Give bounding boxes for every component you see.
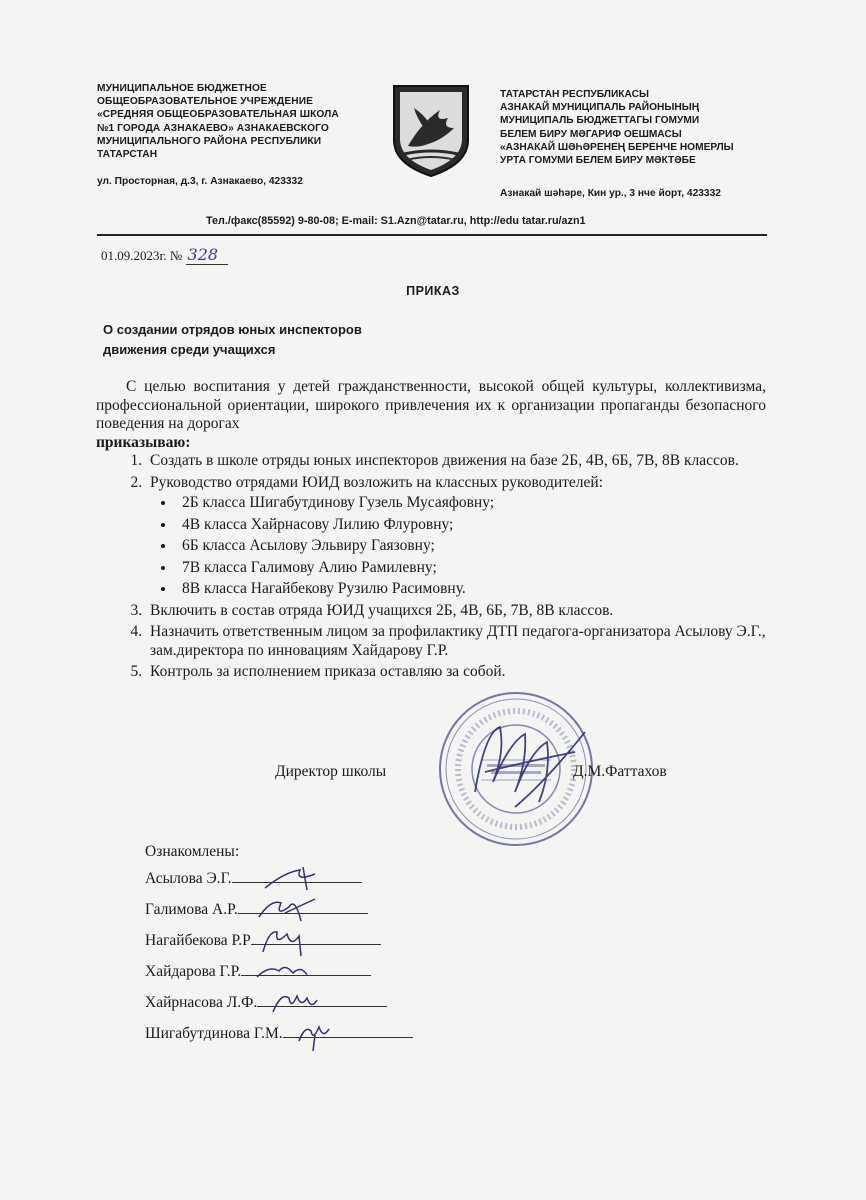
order-item-text: Контроль за исполнением приказа оставляю за собой. [150,663,506,680]
order-item-text: Назначить ответственным лицом за профилактику ДТП педагога-организатора Асылову Э.Г., зам.директора по инновациям Хайдарову Г.Р. [150,623,766,659]
leader-item: • 6Б класса Асылову Эльвиру Гаязовну; [176,537,766,556]
header-line: «АЗНАКАЙ ШӘҺӘРЕНЕҢ БЕРЕНЧЕ НОМЕРЛЫ [500,141,734,153]
handwritten-signature-icon [245,955,345,989]
contact-line: Тел./факс(85592) 9-80-08; E-mail: S1.Azn@tatar.ru, http://edu tatar.ru/azn1 [206,215,586,227]
address-tt: Азнакай шәһәре, Кин ур., 3 нче йорт, 423332 [500,188,721,199]
subject-line: движения среди учащихся [103,342,276,357]
order-item [146,474,766,599]
acknowledged-name: Шигабутдинова Г.М. [145,1025,283,1042]
address-ru: ул. Просторная, д.3, г. Азнакаево, 423332 [97,176,303,187]
intro-paragraph: С целью воспитания у детей гражданственности, высокой общей культуры, коллективизма, профессиональной ориентации, широкого привлечения их к организации пропаганды безопасного поведения на дорогах [96,378,766,432]
acknowledged-name: Асылова Э.Г. [145,870,232,887]
order-subject [103,320,362,360]
order-item-text: Включить в состав отряда ЮИД учащихся 2Б, 4В, 6Б, 7В, 8В классов. [150,601,614,619]
order-item [146,452,766,471]
header-line: УРТА ГОМУМИ БЕЛЕМ БИРУ МӘКТӘБЕ [500,155,696,167]
leaders-list [150,494,766,599]
order-item [146,602,766,621]
director-position: Директор школы [275,763,387,780]
acknowledged-name: Нагайбекова Р.Р [145,932,251,949]
order-number: 328 [186,245,228,265]
handwritten-signature-icon [245,924,345,958]
order-item-text: Руководство отрядами ЮИД возложить на классных руководителей: [150,473,604,491]
acknowledged-name: Хайдарова Г.Р. [145,963,242,980]
header-line: МУНИЦИПАЛЬ БЮДЖЕТТАГЫ ГОМУМИ [500,115,700,127]
header-line: АЗНАКАЙ МУНИЦИПАЛЬ РАЙОНЫНЫҢ [500,102,700,114]
order-item [146,623,766,660]
director-name: Д.М.Фаттахов [573,763,667,780]
order-body [96,378,766,685]
order-date: 01.09.2023г. № [101,248,183,263]
header-line: «СРЕДНЯЯ ОБЩЕОБРАЗОВАТЕЛЬНАЯ ШКОЛА [97,109,339,121]
header-line: БЕЛЕМ БИРУ МӘГАРИФ ОЕШМАСЫ [500,128,682,140]
school-name-ru [97,82,382,161]
header-line: МУНИЦИПАЛЬНОЕ БЮДЖЕТНОЕ [97,83,267,94]
school-name-tt [500,88,800,167]
header-line: ОБЩЕОБРАЗОВАТЕЛЬНОЕ УЧРЕЖДЕНИЕ [97,96,314,108]
emblem-icon [388,82,474,178]
handwritten-signature-icon [245,1017,345,1051]
acknowledged-name: Хайрнасова Л.Ф. [145,994,258,1011]
leader-item: • 8В класса Нагайбекову Рузилю Расимовну. [176,580,766,599]
subject-line: О создании отрядов юных инспекторов [103,322,362,337]
handwritten-signature-icon [245,893,345,927]
acknowledged-row [145,1025,405,1056]
order-word: приказываю: [96,433,191,451]
order-item-text: Создать в школе отряды юных инспекторов движения на базе 2Б, 4В, 6Б, 7В, 8В классов. [150,452,739,469]
handwritten-signature-icon [245,862,345,896]
leader-item: • 4В класса Хайрнасову Лилию Флуровну; [176,516,766,535]
leader-item: • 2Б класса Шигабутдинову Гузель Мусаяфовну; [176,494,766,513]
order-items [96,452,766,682]
acknowledged-name: Галимова А.Р. [145,901,238,918]
handwritten-signature-icon [245,986,345,1020]
header-line: МУНИЦИПАЛЬНОГО РАЙОНА РЕСПУБЛИКИ [97,135,322,147]
acknowledged-title: Ознакомлены: [145,843,240,860]
order-date-number [101,245,228,265]
header-line: ТАТАРСТАН РЕСПУБЛИКАСЫ [500,89,649,100]
header-line: ТАТАРСТАН [97,149,158,161]
leader-item: • 7В класса Галимову Алию Рамилевну; [176,559,766,578]
acknowledged-list [145,870,405,1056]
document-title: ПРИКАЗ [406,284,460,298]
header-line: №1 ГОРОДА АЗНАКАЕВО» АЗНАКАЕВСКОГО [97,122,329,134]
order-item [146,663,766,682]
header-divider [97,234,767,236]
